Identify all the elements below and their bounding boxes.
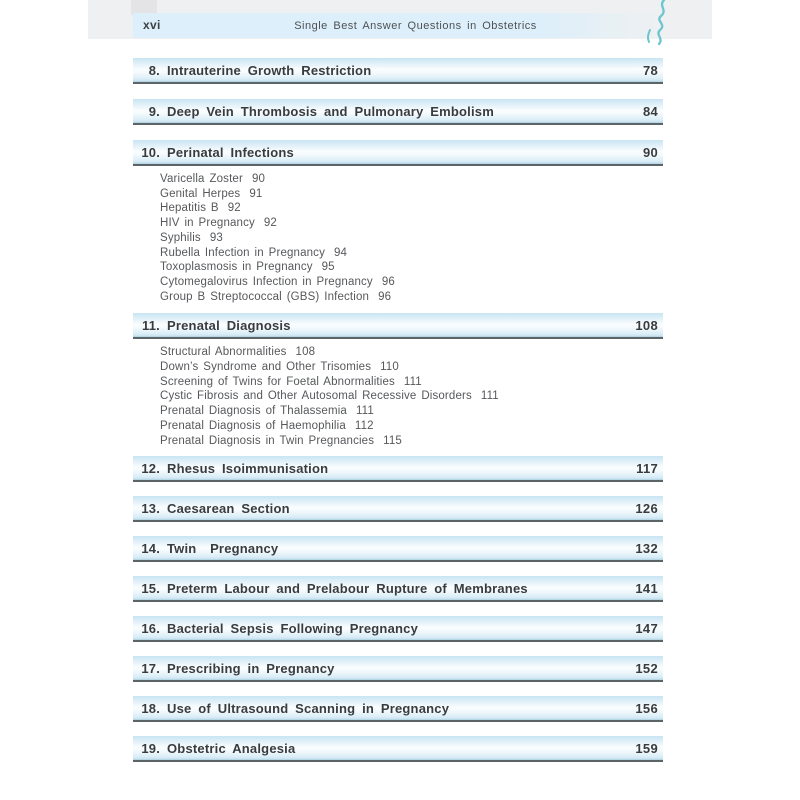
toc-entry-ch13 — [133, 496, 663, 522]
subentry-title: HIV in Pregnancy — [160, 217, 255, 230]
chapter-number: 13. — [141, 500, 160, 516]
toc-entry-ch17 — [133, 656, 663, 682]
chapter-page: 108 — [635, 317, 658, 333]
subentry-title: Cytomegalovirus Infection in Pregnancy — [160, 275, 373, 288]
chapter-title: Caesarean Section — [167, 500, 290, 516]
toc-subentry — [160, 375, 663, 390]
chapter-page: 126 — [635, 500, 658, 516]
toc-subentry — [160, 345, 663, 360]
chapter-title: Use of Ultrasound Scanning in Pregnancy — [167, 700, 450, 716]
toc-sublist-ch11 — [160, 345, 663, 448]
subentry-title: Structural Abnormalities — [160, 346, 287, 359]
toc-sublist-ch10 — [160, 172, 663, 304]
chapter-title: Perinatal Infections — [167, 144, 294, 160]
chapter-number: 10. — [141, 144, 160, 160]
toc-subentry — [160, 434, 663, 449]
folio-page-number: xvi — [143, 18, 161, 32]
chapter-number: 12. — [141, 460, 160, 476]
chapter-title: Rhesus Isoimmunisation — [167, 460, 329, 476]
table-of-contents — [133, 58, 663, 762]
chapter-title: Prenatal Diagnosis — [167, 317, 291, 333]
chapter-number: 16. — [141, 620, 160, 636]
toc-entry-ch11 — [133, 313, 663, 339]
toc-subentry — [160, 290, 663, 305]
chapter-number: 18. — [141, 700, 160, 716]
toc-entry-ch12 — [133, 456, 663, 482]
chapter-page: 159 — [635, 740, 658, 756]
chapter-number: 17. — [141, 660, 160, 676]
toc-entry-ch14 — [133, 536, 663, 562]
subentry-title: Toxoplasmosis in Pregnancy — [160, 261, 313, 274]
toc-entry-ch15 — [133, 576, 663, 602]
subentry-page: 111 — [355, 405, 374, 418]
chapter-page: 132 — [635, 540, 658, 556]
toc-subentry — [160, 260, 663, 275]
chapter-page: 147 — [635, 620, 658, 636]
toc-entry-ch19 — [133, 736, 663, 762]
toc-entry-ch10 — [133, 140, 663, 166]
subentry-title: Screening of Twins for Foetal Abnormalities — [160, 375, 395, 388]
subentry-page: 90 — [251, 173, 266, 185]
chapter-page: 141 — [635, 580, 658, 596]
squiggle-icon — [640, 0, 676, 48]
chapter-title: Preterm Labour and Prelabour Rupture of Membranes — [167, 580, 528, 596]
subentry-title: Cystic Fibrosis and Other Autosomal Recessive Disorders — [160, 390, 472, 403]
chapter-number: 8. — [148, 62, 160, 78]
subentry-page: 91 — [249, 187, 263, 200]
chapter-page: 90 — [642, 144, 658, 160]
chapter-number: 15. — [141, 580, 160, 596]
subentry-page: 110 — [380, 361, 399, 374]
chapter-title: Intrauterine Growth Restriction — [167, 62, 372, 78]
chapter-number: 11. — [142, 317, 160, 333]
subentry-title: Genital Herpes — [160, 187, 241, 200]
chapter-page: 78 — [642, 62, 658, 78]
chapter-number: 9. — [148, 103, 160, 119]
subentry-page: 96 — [378, 290, 392, 303]
chapter-number: 19. — [141, 740, 160, 756]
chapter-page: 117 — [636, 460, 658, 476]
toc-subentry — [160, 216, 663, 231]
running-header — [133, 13, 658, 38]
chapter-page: 152 — [635, 660, 658, 676]
subentry-page: 115 — [383, 434, 402, 447]
subentry-title: Group B Streptococcal (GBS) Infection — [160, 290, 370, 303]
subentry-title: Prenatal Diagnosis of Haemophilia — [160, 419, 346, 432]
toc-subentry — [160, 419, 663, 434]
toc-subentry — [160, 187, 663, 202]
subentry-title: Prenatal Diagnosis of Thalassemia — [160, 405, 347, 418]
subentry-page: 95 — [321, 261, 335, 274]
toc-entry-ch18 — [133, 696, 663, 722]
chapter-title: Obstetric Analgesia — [167, 740, 296, 756]
chapter-page: 156 — [635, 700, 658, 716]
subentry-page: 92 — [227, 202, 241, 215]
chapter-number: 14. — [141, 540, 160, 556]
chapter-title: Deep Vein Thrombosis and Pulmonary Embolism — [167, 103, 494, 119]
chapter-title: Prescribing in Pregnancy — [167, 660, 335, 676]
subentry-title: Hepatitis B — [160, 202, 219, 215]
subentry-page: 111 — [403, 375, 422, 388]
subentry-page: 112 — [354, 419, 374, 432]
subentry-title: Varicella Zoster — [160, 173, 243, 185]
toc-subentry — [160, 389, 663, 404]
toc-subentry — [160, 246, 663, 261]
subentry-page: 111 — [480, 390, 499, 403]
subentry-title: Rubella Infection in Pregnancy — [160, 246, 325, 259]
toc-subentry — [160, 231, 663, 246]
toc-subentry — [160, 201, 663, 216]
subentry-title: Prenatal Diagnosis in Twin Pregnancies — [160, 434, 375, 447]
chapter-title: Bacterial Sepsis Following Pregnancy — [167, 620, 418, 636]
subentry-page: 92 — [263, 217, 277, 230]
subentry-title: Down’s Syndrome and Other Trisomies — [160, 361, 372, 374]
subentry-title: Syphilis — [160, 231, 201, 244]
toc-subentry — [160, 172, 663, 187]
subentry-page: 96 — [381, 275, 395, 288]
chapter-page: 84 — [642, 103, 658, 119]
toc-subentry — [160, 360, 663, 375]
toc-entry-ch8 — [133, 58, 663, 84]
toc-subentry — [160, 275, 663, 290]
subentry-page: 94 — [334, 246, 348, 259]
toc-subentry — [160, 404, 663, 419]
running-title: Single Best Answer Questions in Obstetrics — [294, 20, 537, 32]
subentry-page: 108 — [295, 346, 316, 359]
toc-entry-ch9 — [133, 99, 663, 125]
subentry-page: 93 — [209, 231, 223, 244]
chapter-title: Twin Pregnancy — [167, 540, 279, 556]
toc-entry-ch16 — [133, 616, 663, 642]
